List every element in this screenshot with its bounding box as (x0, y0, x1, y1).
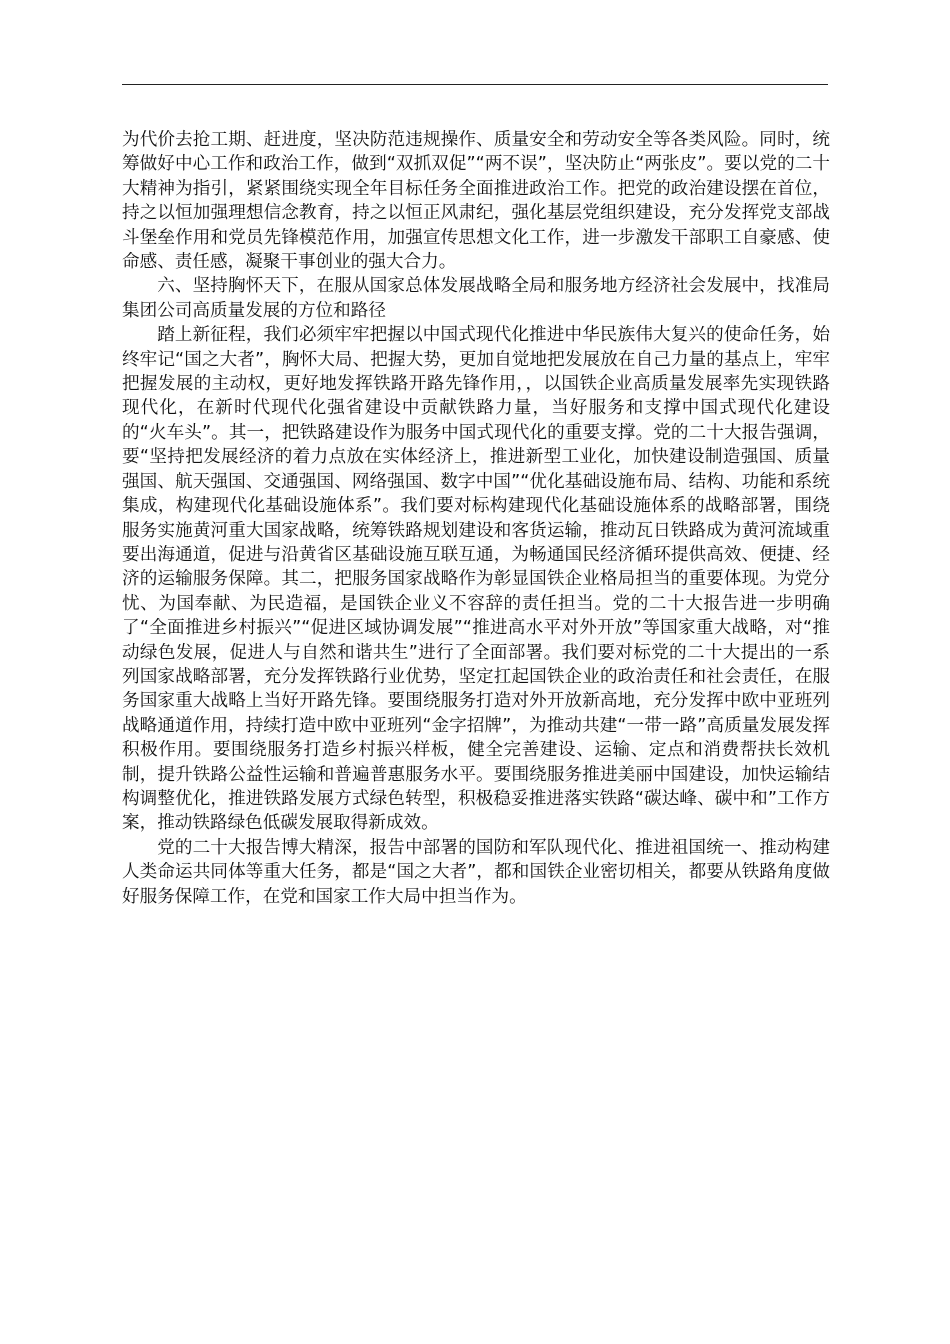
paragraph-risk-and-political-work: 为代价去抢工期、赶进度，坚决防范违规操作、质量安全和劳动安全等各类风险。同时，统筹做好中心工作和政治工作，做到“双抓双促”“两不误”，坚决防止“两张皮”。要以党的二十大精神为指引，紧紧围绕实现全年目标任务全面推进政治工作。把党的政治建设摆在首位，持之以恒加强理想信念教育，持之以恒正风肃纪，强化基层党组织建设，充分发挥党支部战斗堡垒作用和党员先锋模范作用，加强宣传思想文化工作，进一步激发干部职工自豪感、使命感、责任感，凝聚干事创业的强大合力。 (122, 130, 830, 273)
paragraph-closing: 党的二十大报告博大精深，报告中部署的国防和军队现代化、推进祖国统一、推动构建人类命运共同体等重大任务，都是“国之大者”，都和国铁企业密切相关，都要从铁路角度做好服务保障工作，在党和国家工作大局中担当作为。 (122, 837, 830, 907)
paragraph-new-journey: 踏上新征程，我们必须牢牢把握以中国式现代化推进中华民族伟大复兴的使命任务，始终牢记“国之大者”，胸怀大局、把握大势，更加自觉地把发展放在自己力量的基点上，牢牢把握发展的主动权，更好地发挥铁路开路先锋作用，，以国铁企业高质量发展率先实现铁路现代化，在新时代现代化强省建设中贡献铁路力量，当好服务和支撑中国式现代化建设的“火车头”。其一，把铁路建设作为服务中国式现代化的重要支撑。党的二十大报告强调，要“坚持把发展经济的着力点放在实体经济上，推进新型工业化，加快建设制造强国、质量强国、航天强国、交通强国、网络强国、数字中国”“优化基础设施布局、结构、功能和系统集成，构建现代化基础设施体系”。我们要对标构建现代化基础设施体系的战略部署，围绕服务实施黄河重大国家战略，统筹铁路规划建设和客货运输，推动瓦日铁路成为黄河流域重要出海通道，促进与沿黄省区基础设施互联互通，为畅通国民经济循环提供高效、便捷、经济的运输服务保障。其二，把服务国家战略作为彰显国铁企业格局担当的重要体现。为党分忧、为国奉献、为民造福，是国铁企业义不容辞的责任担当。党的二十大报告进一步明确了“全面推进乡村振兴”“促进区域协调发展”“推进高水平对外开放”等国家重大战略，对“推动绿色发展，促进人与自然和谐共生”进行了全面部署。我们要对标党的二十大提出的一系列国家战略部署，充分发挥铁路行业优势，坚定扛起国铁企业的政治责任和社会责任，在服务国家重大战略上当好开路先锋。要围绕服务打造对外开放新高地，充分发挥中欧中亚班列战略通道作用，持续打造中欧中亚班列“金字招牌”，为推动共建“一带一路”高质量发展发挥积极作用。要围绕服务打造乡村振兴样板，健全完善建设、运输、定点和消费帮扶长效机制，提升铁路公益性运输和普遍普惠服务水平。要围绕服务推进美丽中国建设，加快运输结构调整优化，推进铁路发展方式绿色转型，积极稳妥推进落实铁路“碳达峰、碳中和”工作方案，推动铁路绿色低碳发展取得新成效。 (122, 325, 830, 834)
header-rule (122, 84, 828, 85)
section-heading-six: 六、坚持胸怀天下，在服从国家总体发展战略全局和服务地方经济社会发展中，找准局集团公司高质量发展的方位和路径 (122, 276, 830, 321)
document-body (122, 128, 830, 909)
